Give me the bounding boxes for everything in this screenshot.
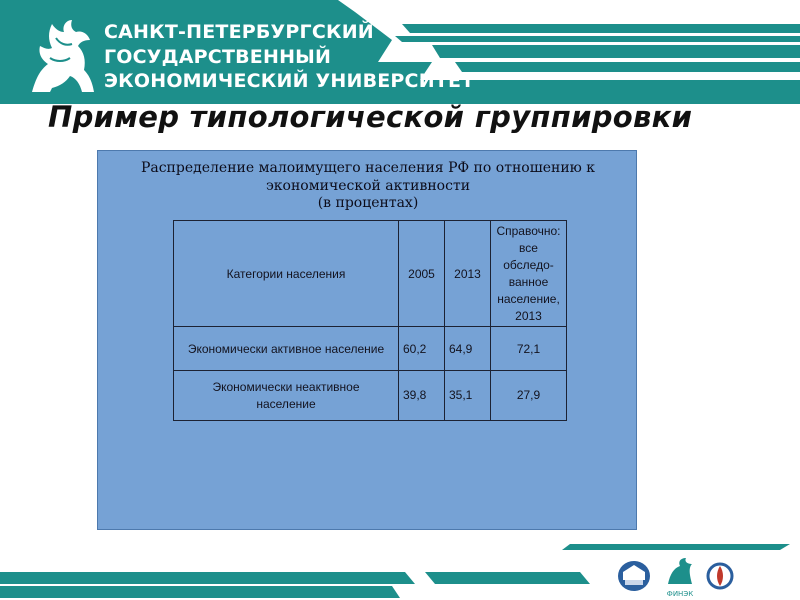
row-category xyxy=(174,371,399,421)
cell-2013: 35,1 xyxy=(445,371,491,421)
cell-2005: 60,2 xyxy=(399,327,445,371)
slide-title: Пример типологической группировки xyxy=(48,100,693,134)
row-category-line: население xyxy=(256,396,316,411)
table-caption xyxy=(98,160,638,213)
table-row xyxy=(174,327,567,371)
cell-reference: 27,9 xyxy=(491,371,567,421)
griffin-logo-icon xyxy=(26,18,98,94)
data-table xyxy=(173,220,567,421)
cell-2005: 39,8 xyxy=(399,371,445,421)
university-name-line-1: САНКТ-ПЕТЕРБУРГСКИЙ xyxy=(104,21,374,43)
table-row xyxy=(174,371,567,421)
university-building-logo-icon xyxy=(616,558,652,594)
header-year-2005: 2005 xyxy=(399,221,445,327)
header-reference-line: все xyxy=(519,240,538,255)
row-category xyxy=(174,327,399,371)
header-banner xyxy=(0,0,800,104)
header-reference-line: Справочно: xyxy=(496,223,561,238)
header-year-2013: 2013 xyxy=(445,221,491,327)
header-category: Категории населения xyxy=(174,221,399,327)
university-name-line-3: ЭКОНОМИЧЕСКИЙ УНИВЕРСИТЕТ xyxy=(104,70,475,92)
university-name-line-2: ГОСУДАРСТВЕННЫЙ xyxy=(104,45,332,68)
header-reference xyxy=(491,221,567,327)
table-header-row xyxy=(174,221,567,327)
table-caption-line-3: (в процентах) xyxy=(317,195,419,211)
cell-reference: 72,1 xyxy=(491,327,567,371)
table-caption-line-2: экономической активности xyxy=(265,177,471,194)
emblem-logo-icon xyxy=(706,560,734,592)
row-category-line: Экономически неактивное xyxy=(212,379,360,394)
cell-2013: 64,9 xyxy=(445,327,491,371)
content-panel xyxy=(97,150,637,530)
header-reference-line: обследо- xyxy=(503,257,554,272)
university-name xyxy=(104,20,474,94)
row-category-line: Экономически активное население xyxy=(187,341,385,356)
header-reference-line: ванное xyxy=(508,274,549,289)
finek-logo-label: ФИНЭК xyxy=(666,590,694,598)
finek-logo-icon xyxy=(662,556,698,596)
header-reference-line: 2013 xyxy=(515,308,542,323)
table-caption-line-1: Распределение малоимущего населения РФ по отношению к xyxy=(140,160,596,176)
partner-logos xyxy=(612,556,800,596)
header-reference-line: население, xyxy=(497,291,560,306)
